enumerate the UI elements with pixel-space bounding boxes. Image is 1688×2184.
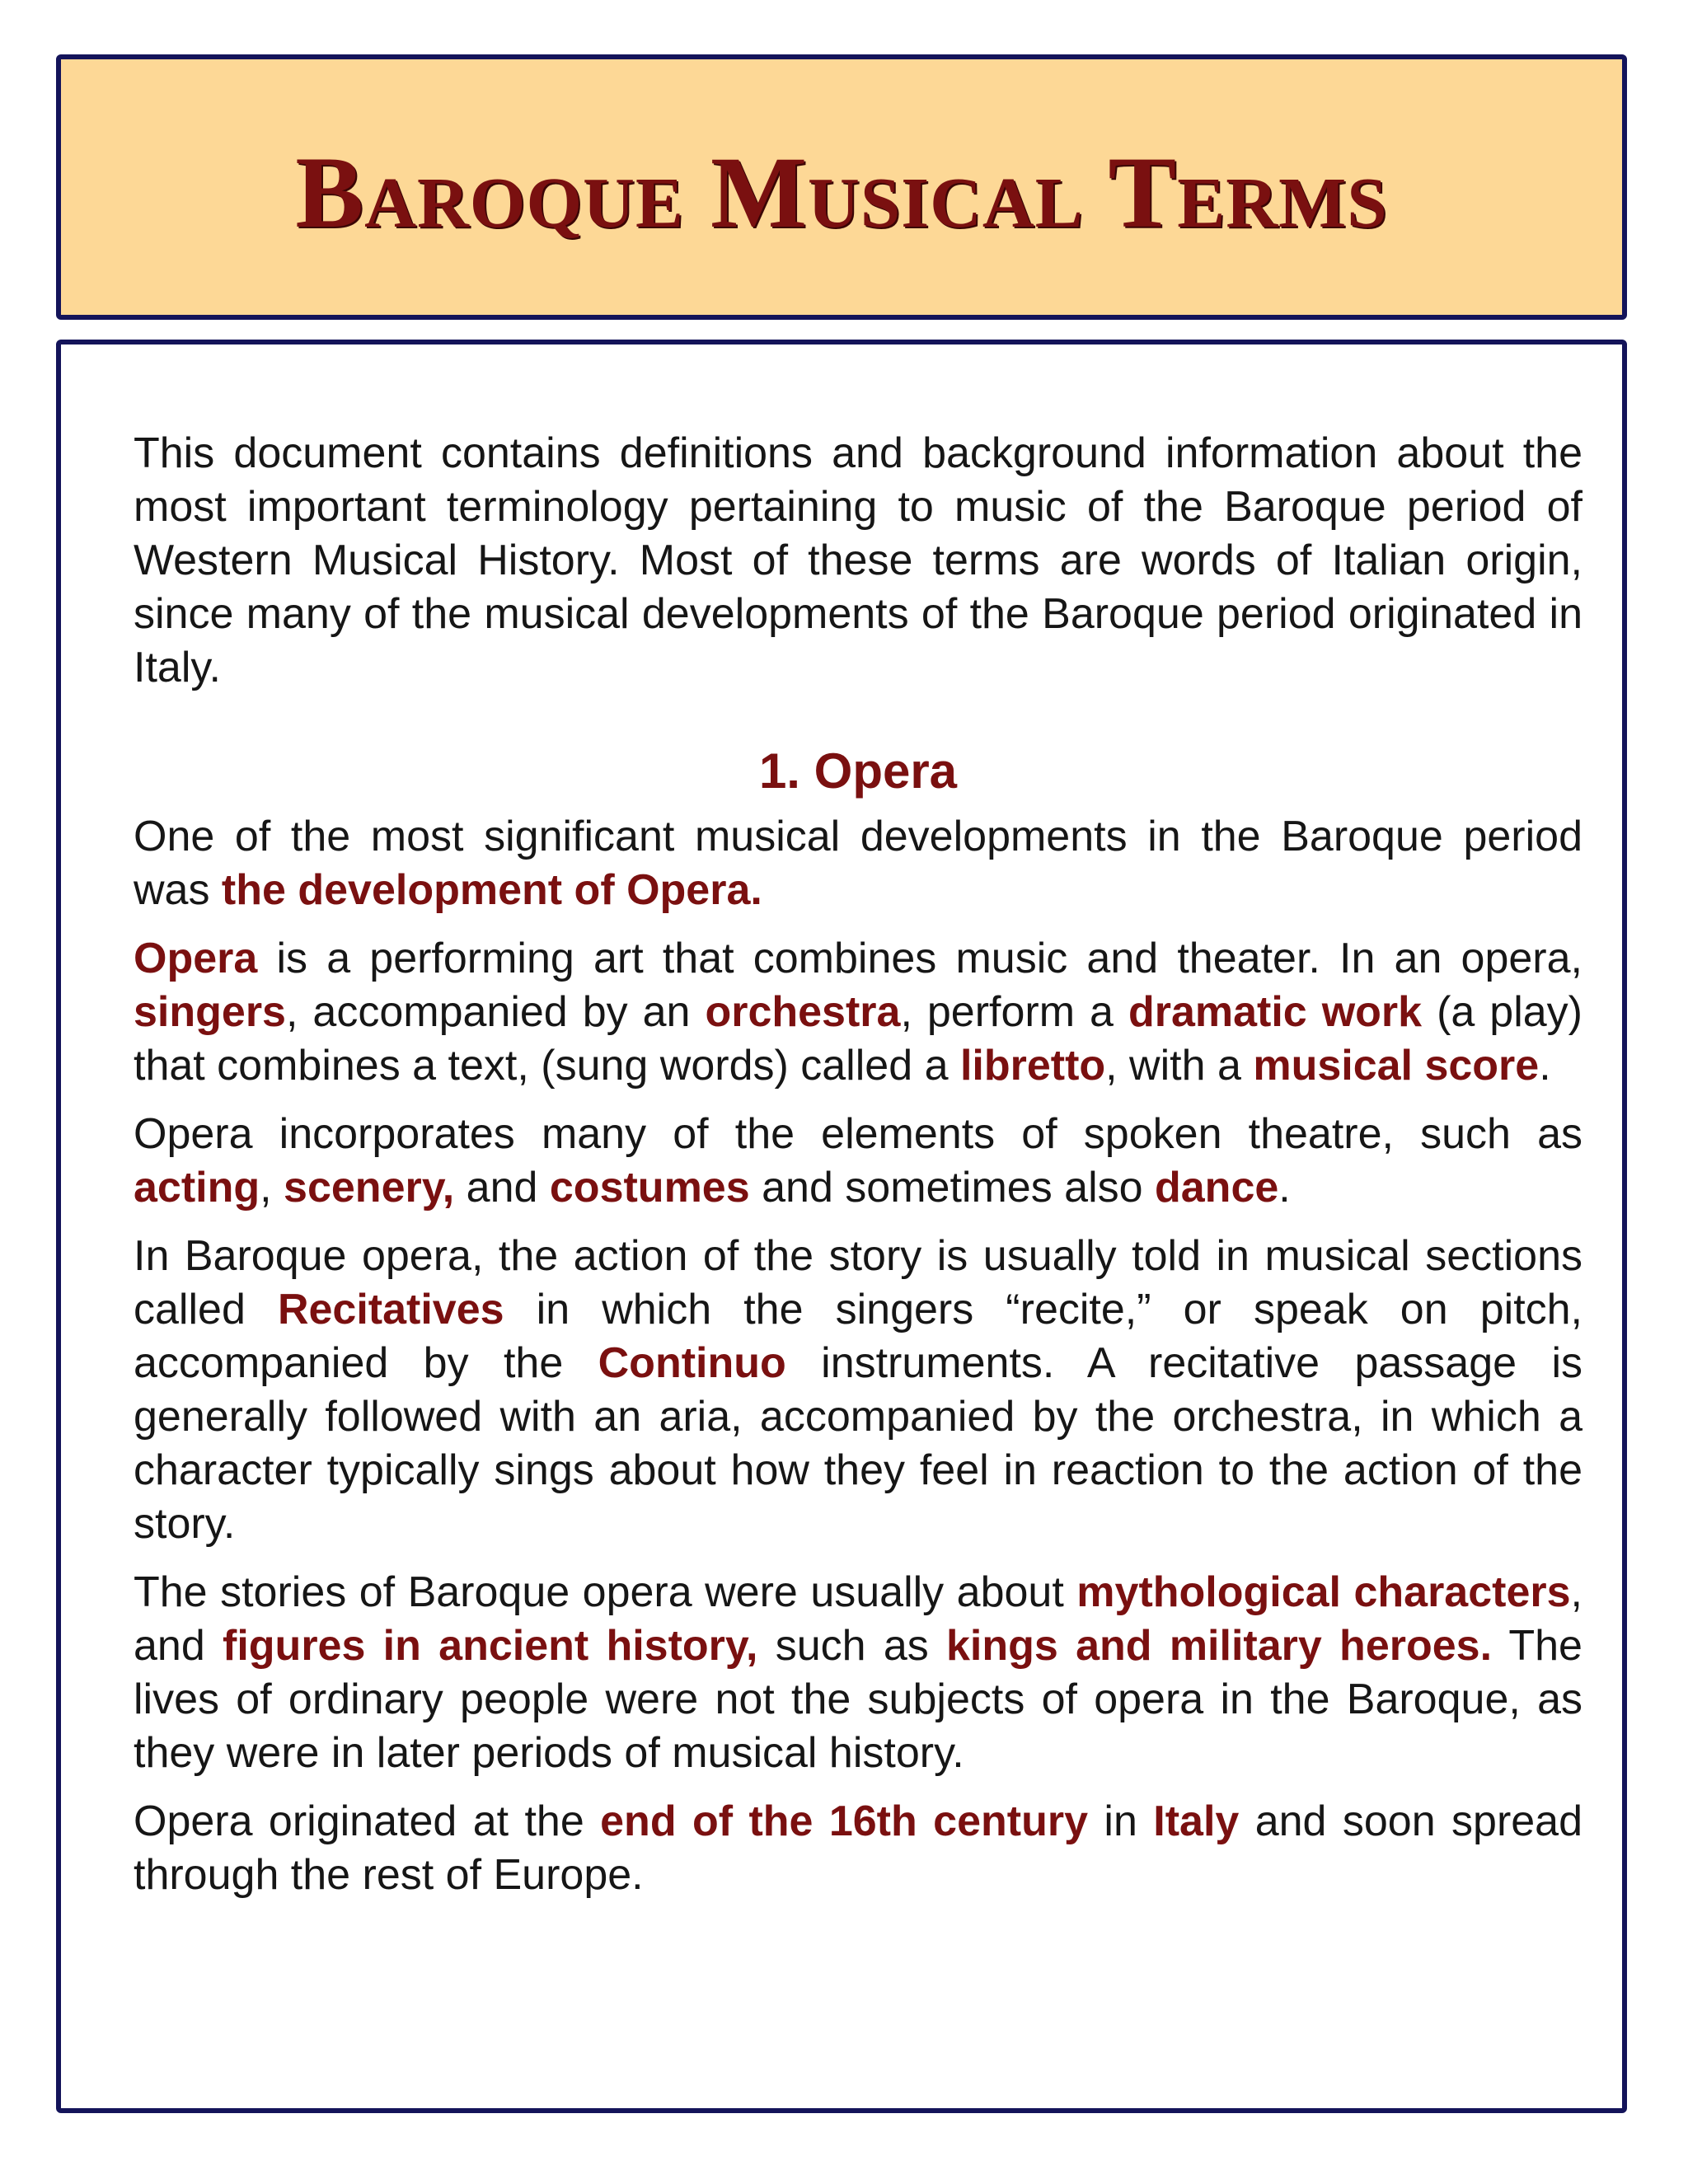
term-highlight: Opera: [134, 935, 258, 982]
paragraph-text: instruments. A recitative passage is generally followed with an aria, accompanied by the orchestra, in which a character typically sings about how they feel in reaction to the action of the story.: [134, 1339, 1582, 1548]
term-highlight: Italy: [1153, 1797, 1240, 1845]
paragraph-text: , accompanied by an: [285, 988, 706, 1036]
paragraph-text: and soon spread through the rest of Europe.: [134, 1797, 1583, 1899]
paragraph-text: .: [1278, 1164, 1291, 1212]
document-body: [134, 427, 1582, 1917]
paragraph-text: is a performing art that combines music and theater. In an opera,: [257, 935, 1582, 982]
paragraph-text: , perform a: [900, 988, 1128, 1036]
term-highlight: orchestra: [705, 988, 901, 1036]
term-highlight: costumes: [549, 1164, 750, 1212]
term-highlight: musical score: [1253, 1042, 1540, 1090]
section-heading: 1. Opera: [758, 743, 958, 799]
paragraph-text: The stories of Baroque opera were usually about: [134, 1568, 1077, 1616]
paragraph-text: and sometimes also: [749, 1164, 1155, 1212]
content-panel: [56, 340, 1627, 2113]
term-highlight: scenery,: [284, 1164, 455, 1212]
intro-paragraph: This document contains definitions and background information about the most important terminology pertaining to music of the Baroque period of Western Musical History. Most of these terms are words of Italian origin, since many of the musical developments of the Baroque period originated in Italy.: [134, 429, 1582, 691]
paragraph-text: One of the most significant musical developments in the Baroque period was: [134, 813, 1582, 914]
term-highlight: singers: [134, 988, 286, 1036]
paragraph-text: and: [454, 1164, 550, 1212]
paragraph-text: The lives of ordinary people were not the subjects of opera in the Baroque, as they were in later periods of musical history.: [134, 1622, 1582, 1777]
paragraph-stories: [134, 1566, 1582, 1780]
paragraph-text: , and: [134, 1568, 1582, 1670]
term-highlight: figures in ancient history,: [223, 1622, 758, 1670]
paragraph-theatre-elements: [134, 1108, 1582, 1215]
term-highlight: dance: [1155, 1164, 1279, 1212]
term-highlight: the development of Opera.: [221, 866, 762, 914]
title-banner: [56, 54, 1627, 320]
paragraph-recitatives: [134, 1230, 1582, 1551]
term-highlight: acting: [134, 1164, 260, 1212]
paragraph-opera-development: [134, 810, 1582, 917]
paragraph-text: Opera originated at the: [134, 1797, 601, 1845]
paragraph-text: in which the singers “recite,” or speak on pitch, accompanied by the: [134, 1286, 1583, 1387]
term-highlight: libretto: [959, 1042, 1106, 1090]
paragraph-text: Opera incorporates many of the elements of spoken theatre, such as: [134, 1110, 1582, 1158]
term-highlight: mythological characters: [1076, 1568, 1571, 1616]
paragraph-text: In Baroque opera, the action of the story is usually told in musical sections called: [134, 1232, 1582, 1333]
paragraph-text: , with a: [1105, 1042, 1254, 1090]
document-title: Baroque Musical Terms: [295, 136, 1388, 249]
paragraph-text: such as: [757, 1622, 947, 1670]
paragraph-text: ,: [260, 1164, 284, 1212]
paragraph-text: in: [1088, 1797, 1154, 1845]
paragraph-text: .: [1539, 1042, 1551, 1090]
term-highlight: Recitatives: [277, 1286, 504, 1333]
term-highlight: Continuo: [598, 1339, 786, 1387]
term-highlight: kings and military heroes.: [946, 1622, 1493, 1670]
paragraph-text: (a play) that combines a text, (sung words) called a: [134, 988, 1582, 1090]
term-highlight: dramatic work: [1128, 988, 1423, 1036]
paragraph-opera-definition: [134, 932, 1582, 1093]
term-highlight: end of the 16th century: [600, 1797, 1088, 1845]
paragraph-origin: [134, 1795, 1582, 1902]
